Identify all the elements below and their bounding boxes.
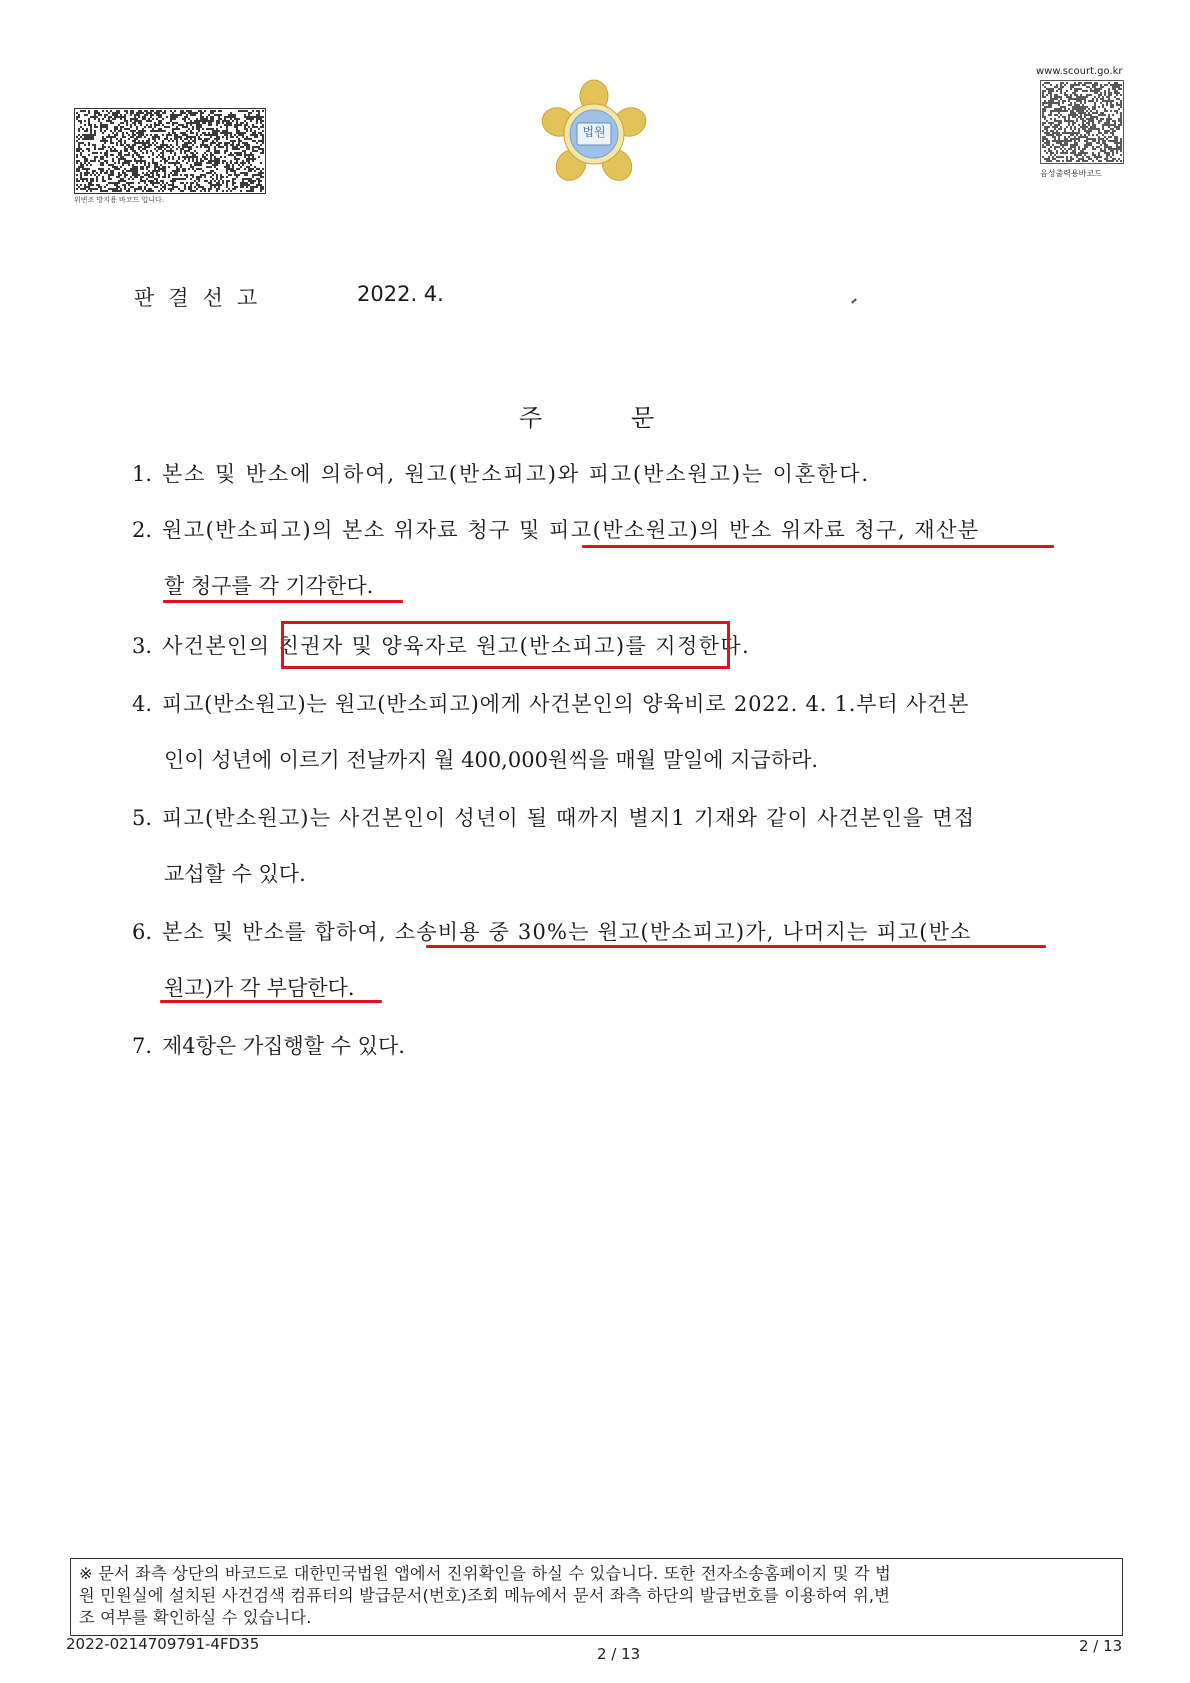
item-text: 제4항은 가집행할 수 있다. bbox=[162, 1034, 405, 1058]
item-number: 3. bbox=[132, 634, 153, 658]
red-underline-item-2b bbox=[163, 600, 403, 603]
verification-notice-box bbox=[70, 1558, 1123, 1636]
order-item-4-continued: 인이 성년에 이르기 전날까지 월 400,000원씩을 매월 말일에 지급하라. bbox=[164, 748, 819, 772]
red-underline-item-2a bbox=[582, 545, 1054, 548]
item-number: 1. bbox=[132, 462, 153, 486]
item-number: 5. bbox=[132, 806, 153, 830]
item-text: 원고(반소피고)의 본소 위자료 청구 및 피고(반소원고)의 반소 위자료 청구, 재산분 bbox=[162, 518, 980, 542]
judgment-date: 2022. 4. bbox=[357, 282, 444, 306]
notice-line-3: 조 여부를 확인하실 수 있습니다. bbox=[79, 1608, 312, 1627]
barcode-caption: 위변조 방지용 바코드 입니다. bbox=[74, 196, 165, 204]
item-number: 2. bbox=[132, 518, 153, 542]
red-highlight-box-item-3 bbox=[281, 621, 730, 669]
page-number-right: 2 / 13 bbox=[1079, 1637, 1123, 1655]
notice-line-2: 원 민원실에 설치된 사건검색 컴퓨터의 발급문서(번호)조회 메뉴에서 문서 좌측 하단의 발급번호를 이용하여 위,변 bbox=[79, 1586, 891, 1605]
title-char-1: 주 bbox=[519, 404, 543, 432]
item-text: 본소 및 반소에 의하여, 원고(반소피고)와 피고(반소원고)는 이혼한다. bbox=[162, 462, 870, 486]
seal-text: 법원 bbox=[582, 125, 606, 139]
court-website-url: www.scourt.go.kr bbox=[1036, 66, 1123, 77]
order-item-5-continued: 교섭할 수 있다. bbox=[164, 862, 306, 886]
order-item-6 bbox=[132, 916, 972, 946]
red-underline-item-6a bbox=[426, 945, 1046, 948]
order-item-6-continued: 원고)가 각 부담한다. bbox=[164, 976, 355, 1000]
item-text: 본소 및 반소를 합하여, 소송비용 중 30%는 원고(반소피고)가, 나머지는 피고(반소 bbox=[162, 920, 972, 944]
item-text: 피고(반소원고)는 사건본인이 성년이 될 때까지 별지1 기재와 같이 사건본인을 면접 bbox=[162, 806, 976, 830]
item-number: 4. bbox=[132, 692, 153, 716]
item-number: 6. bbox=[132, 920, 153, 944]
order-item-2 bbox=[132, 514, 980, 544]
notice-line-1: ※ 문서 좌측 상단의 바코드로 대한민국법원 앱에서 진위확인을 하실 수 있습니다. 또한 전자소송홈페이지 및 각 법 bbox=[79, 1564, 891, 1583]
order-item-4 bbox=[132, 688, 969, 718]
item-text: 사건본인의 친권자 및 양육자로 원고(반소피고)를 지정한다. bbox=[162, 634, 751, 658]
stray-mark bbox=[851, 298, 857, 303]
red-underline-item-6b bbox=[160, 1000, 382, 1003]
page-number-center: 2 / 13 bbox=[597, 1645, 641, 1663]
order-item-1 bbox=[132, 458, 870, 488]
item-text: 피고(반소원고)는 원고(반소피고)에게 사건본인의 양육비로 2022. 4. 1.부터 사건본 bbox=[162, 692, 970, 716]
order-item-2-continued: 할 청구를 각 기각한다. bbox=[164, 574, 374, 598]
judgment-label: 판결선고 bbox=[134, 286, 272, 310]
qr-caption: 음성출력용바코드 bbox=[1040, 169, 1102, 178]
issue-number: 2022-0214709791-4FD35 bbox=[66, 1635, 260, 1653]
order-item-5 bbox=[132, 802, 975, 832]
order-item-7 bbox=[132, 1030, 405, 1060]
item-number: 7. bbox=[132, 1034, 153, 1058]
anti-forgery-barcode bbox=[74, 108, 266, 194]
audio-output-qr-code bbox=[1040, 80, 1124, 164]
title-char-2: 문 bbox=[631, 404, 655, 432]
